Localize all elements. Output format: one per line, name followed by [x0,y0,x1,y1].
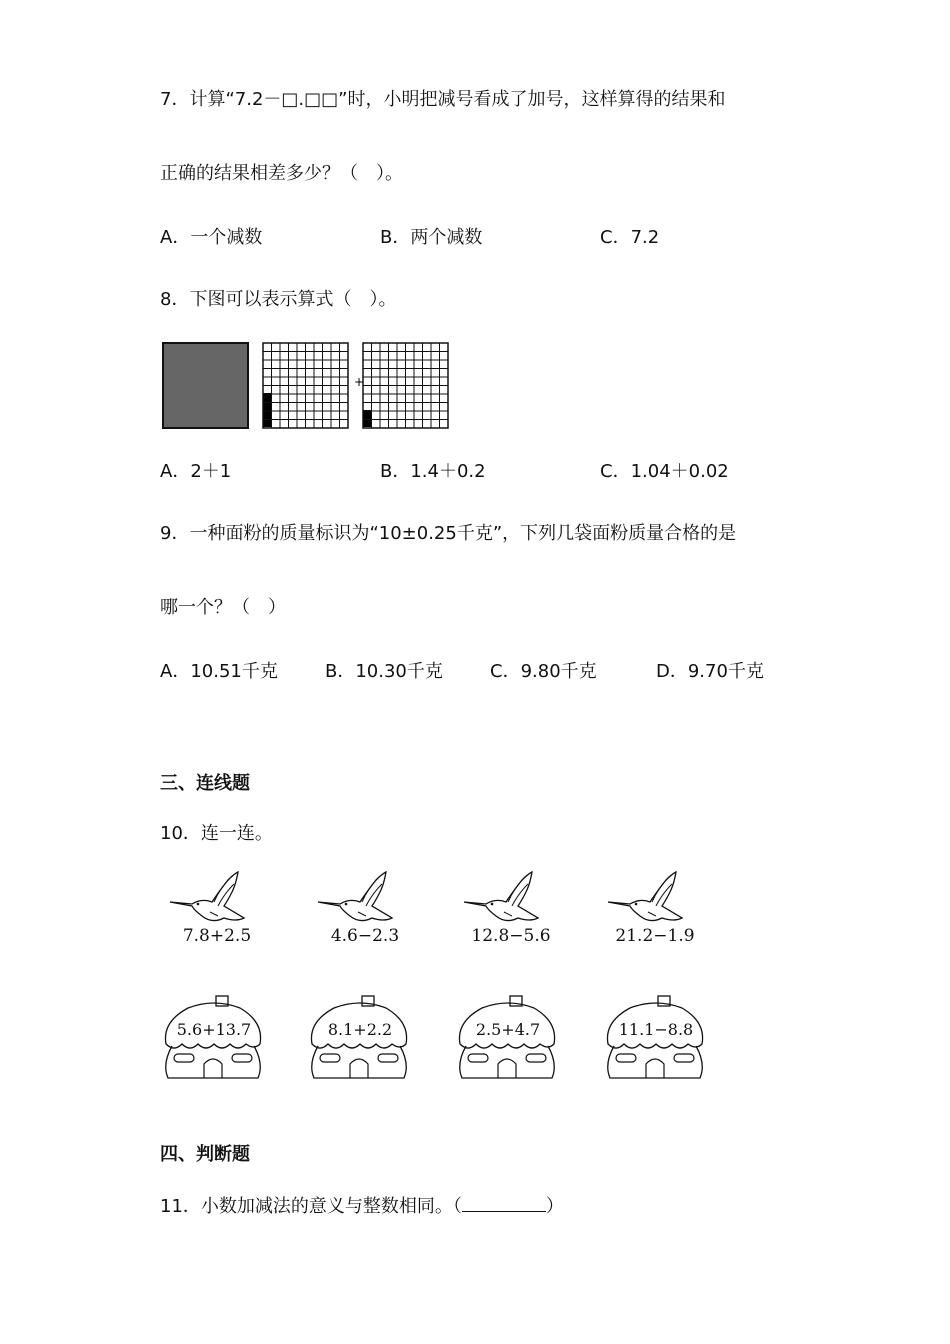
bird-expression: 12.8−5.6 [471,926,551,946]
hummingbird-icon [310,870,420,930]
hundred-grid-2 [363,343,448,428]
house-icon [600,994,712,1084]
bird-3[interactable] [456,870,566,950]
q9-option-c[interactable]: C．9.80千克 [490,661,597,682]
q8-option-b[interactable]: B．1.4＋0.2 [380,461,486,482]
hummingbird-icon [600,870,710,930]
q10-text: 10．连一连。 [160,823,273,844]
q11-close: ） [545,1196,564,1217]
bird-4[interactable] [600,870,710,950]
bird-1[interactable] [162,870,272,950]
hummingbird-icon [162,870,272,930]
section4-title: 四、判断题 [160,1144,250,1165]
q8-figure [160,340,452,430]
q9-option-d[interactable]: D．9.70千克 [656,661,764,682]
house-icon [158,994,270,1084]
section3-title: 三、连线题 [160,773,250,794]
bird-expression: 21.2−1.9 [615,926,695,946]
hundred-grid-1 [263,343,348,428]
q7-option-a[interactable]: A．一个减数 [160,227,263,248]
q9-option-a[interactable]: A．10.51千克 [160,661,278,682]
house-expression: 11.1−8.8 [618,1020,694,1039]
q9-line1: 9．一种面粉的质量标识为“10±0.25千克”，下列几袋面粉质量合格的是 [160,523,737,544]
q8-option-a[interactable]: A．2＋1 [160,461,232,482]
hummingbird-icon [456,870,566,930]
q8-option-c[interactable]: C．1.04＋0.02 [600,461,729,482]
house-3[interactable] [452,994,564,1084]
q11-line [160,1193,564,1219]
q11-text: 11．小数加减法的意义与整数相同。（ [160,1196,462,1217]
house-expression: 8.1+2.2 [327,1020,393,1039]
house-4[interactable] [600,994,712,1084]
q11-answer-blank[interactable] [462,1193,546,1212]
q7-option-b[interactable]: B．两个减数 [380,227,483,248]
q9-line2: 哪一个？（ ） [160,597,286,618]
q7-line1: 7．计算“7.2－□.□□”时，小明把减号看成了加号，这样算得的结果和 [160,89,726,110]
bird-expression: 4.6−2.3 [330,926,400,946]
house-icon [304,994,416,1084]
house-icon [452,994,564,1084]
full-square [163,343,248,428]
bird-2[interactable] [310,870,420,950]
house-2[interactable] [304,994,416,1084]
q8-text: 8．下图可以表示算式（ ）。 [160,289,397,310]
house-expression: 5.6+13.7 [176,1020,252,1039]
house-1[interactable] [158,994,270,1084]
plus-sign: + [354,375,365,389]
q7-option-c[interactable]: C．7.2 [600,227,660,248]
house-expression: 2.5+4.7 [475,1020,541,1039]
q9-option-b[interactable]: B．10.30千克 [325,661,443,682]
bird-expression: 7.8+2.5 [182,926,252,946]
q7-line2: 正确的结果相差多少？（ ）。 [160,163,403,184]
